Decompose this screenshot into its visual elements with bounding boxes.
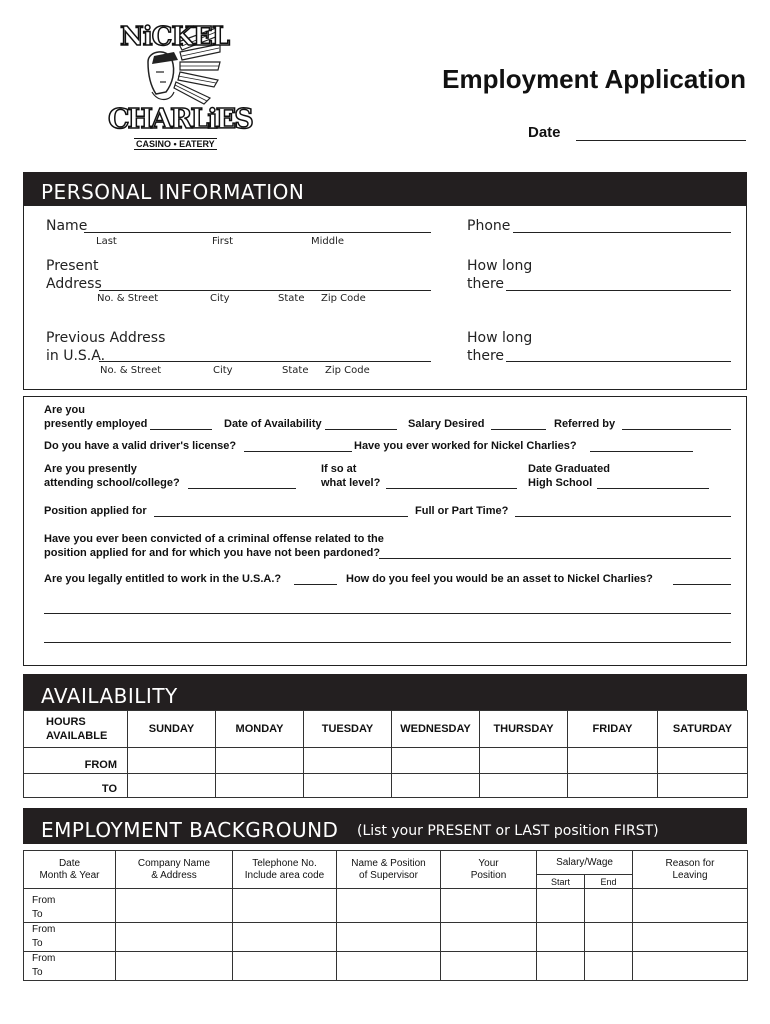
personal-info-header <box>23 172 747 205</box>
howlong-previous-field[interactable] <box>506 361 731 362</box>
day-header-tuesday: TUESDAY <box>304 711 392 748</box>
howlong-present-field[interactable] <box>506 290 731 291</box>
emp-row-2-end[interactable] <box>585 923 633 952</box>
logo-tagline: CASINO • EATERY <box>136 139 215 149</box>
day-header-wednesday: WEDNESDAY <box>392 711 480 748</box>
address-sub-zip: Zip Code <box>321 293 366 304</box>
are-you-label: Are you <box>44 404 85 416</box>
legally-field[interactable] <box>294 584 337 585</box>
address-sub-state: State <box>278 293 305 304</box>
from-thursday[interactable] <box>480 748 568 774</box>
emp-row-2-from: From <box>32 924 56 935</box>
day-header-sunday: SUNDAY <box>128 711 216 748</box>
howlong-label-1: How long <box>467 258 533 274</box>
present-address-label-1: Present <box>46 258 99 274</box>
from-monday[interactable] <box>216 748 304 774</box>
emp-row-3-to: To <box>32 967 43 978</box>
howlong-label-2: there <box>467 276 505 292</box>
convicted-field[interactable] <box>379 558 731 559</box>
emp-row-2-position[interactable] <box>441 923 537 952</box>
salary-desired-label: Salary Desired <box>408 418 485 430</box>
emp-row-2-supervisor[interactable] <box>337 923 441 952</box>
ifso-label-1: If so at <box>321 463 357 475</box>
to-thursday[interactable] <box>480 774 568 798</box>
col-position-l1: Your <box>478 857 499 869</box>
col-telephone <box>233 851 337 889</box>
present-address-field[interactable] <box>99 290 431 291</box>
date-field[interactable] <box>576 140 746 141</box>
previous-address-label-1: Previous Address <box>46 330 166 346</box>
grad-label-1: Date Graduated <box>528 463 610 475</box>
emp-row-1-phone[interactable] <box>233 889 337 923</box>
col-salary-end: End <box>585 875 633 889</box>
attending-label-2: attending school/college? <box>44 477 180 489</box>
address-sub-street: No. & Street <box>97 293 159 304</box>
legally-label: Are you legally entitled to work in the U.S.A.? <box>44 573 282 585</box>
from-sunday[interactable] <box>128 748 216 774</box>
prev-sub-state: State <box>282 365 309 376</box>
referred-by-label: Referred by <box>554 418 616 430</box>
emp-row-3-start[interactable] <box>537 952 585 981</box>
level-field[interactable] <box>386 488 517 489</box>
prev-sub-street: No. & Street <box>100 365 162 376</box>
name-sub-first: First <box>212 236 234 247</box>
previous-address-label-2: in U.S.A. <box>46 348 106 364</box>
convicted-label-1: Have you ever been convicted of a criminal offense related to the <box>44 533 384 545</box>
availability-table <box>23 710 748 798</box>
emp-row-3-supervisor[interactable] <box>337 952 441 981</box>
col-supervisor-l2: of Supervisor <box>359 869 418 881</box>
col-reason <box>633 851 748 889</box>
emp-row-3-reason[interactable] <box>633 952 748 981</box>
convicted-label-2: position applied for and for which you have not been pardoned? <box>44 547 381 559</box>
from-saturday[interactable] <box>658 748 748 774</box>
employment-subtitle: (List your PRESENT or LAST position FIRST) <box>357 823 659 839</box>
howlong-prev-label-2: there <box>467 348 505 364</box>
presently-employed-label: presently employed <box>44 418 148 430</box>
col-position-l2: Position <box>470 869 507 881</box>
col-telephone-l2: Include area code <box>244 869 325 881</box>
col-date-l1: Date <box>58 857 81 869</box>
emp-row-3-from: From <box>32 953 56 964</box>
presently-employed-field[interactable] <box>150 429 212 430</box>
questions-box <box>23 396 747 666</box>
col-supervisor <box>337 851 441 889</box>
worked-nickel-label: Have you ever worked for Nickel Charlies? <box>354 440 577 452</box>
asset-field-inline[interactable] <box>673 584 731 585</box>
to-label: TO <box>24 774 128 798</box>
page-title: Employment Application <box>442 64 746 94</box>
logo-text-charlies: CHARLiES <box>108 104 252 135</box>
to-saturday[interactable] <box>658 774 748 798</box>
drivers-license-label: Do you have a valid driver's license? <box>44 440 237 452</box>
logo-text-nickel: NiCKEL <box>120 22 230 52</box>
emp-row-2-start[interactable] <box>537 923 585 952</box>
grad-field[interactable] <box>597 488 709 489</box>
personal-info-title: PERSONAL INFORMATION <box>41 180 305 204</box>
from-friday[interactable] <box>568 748 658 774</box>
available-label: AVAILABLE <box>46 730 108 742</box>
emp-row-1-supervisor[interactable] <box>337 889 441 923</box>
emp-row-2-phone[interactable] <box>233 923 337 952</box>
emp-row-1-reason[interactable] <box>633 889 748 923</box>
asset-label: How do you feel you would be an asset to Nickel Charlies? <box>346 573 653 585</box>
from-label: FROM <box>24 748 128 774</box>
col-company-l2: & Address <box>151 869 197 881</box>
phone-field[interactable] <box>513 232 731 233</box>
availability-title: AVAILABILITY <box>41 684 178 708</box>
emp-row-1-from: From <box>32 895 56 906</box>
emp-row-1-company[interactable] <box>116 889 233 923</box>
position-applied-label: Position applied for <box>44 505 147 517</box>
attending-label-1: Are you presently <box>44 463 137 475</box>
employment-title: EMPLOYMENT BACKGROUND <box>41 818 339 842</box>
asset-field-line-2[interactable] <box>44 642 731 643</box>
emp-row-2-date[interactable] <box>24 923 116 952</box>
date-availability-field[interactable] <box>325 429 397 430</box>
prev-sub-zip: Zip Code <box>325 365 370 376</box>
howlong-prev-label-1: How long <box>467 330 533 346</box>
position-applied-field[interactable] <box>154 516 408 517</box>
emp-row-3-date[interactable] <box>24 952 116 981</box>
phone-label: Phone <box>467 218 511 234</box>
name-sub-middle: Middle <box>311 236 345 247</box>
col-telephone-l1: Telephone No. <box>252 857 317 869</box>
emp-row-3-company[interactable] <box>116 952 233 981</box>
present-address-label-2: Address <box>46 276 102 292</box>
emp-row-2-company[interactable] <box>116 923 233 952</box>
full-part-field[interactable] <box>515 516 731 517</box>
col-salary: Salary/Wage <box>537 851 633 875</box>
col-reason-l2: Leaving <box>672 869 708 881</box>
hours-label: HOURS <box>46 716 86 728</box>
col-salary-start: Start <box>537 875 585 889</box>
hours-available-header <box>24 711 128 748</box>
col-position <box>441 851 537 889</box>
referred-by-field[interactable] <box>622 429 731 430</box>
salary-desired-field[interactable] <box>491 429 546 430</box>
day-header-thursday: THURSDAY <box>480 711 568 748</box>
col-reason-l1: Reason for <box>665 857 715 869</box>
emp-row-1-position[interactable] <box>441 889 537 923</box>
name-label: Name <box>46 218 88 234</box>
attending-field[interactable] <box>188 488 296 489</box>
to-wednesday[interactable] <box>392 774 480 798</box>
emp-row-2-reason[interactable] <box>633 923 748 952</box>
to-monday[interactable] <box>216 774 304 798</box>
date-label: Date <box>528 124 561 141</box>
address-sub-city: City <box>210 293 230 304</box>
to-tuesday[interactable] <box>304 774 392 798</box>
availability-header <box>23 674 747 710</box>
to-friday[interactable] <box>568 774 658 798</box>
emp-row-1-end[interactable] <box>585 889 633 923</box>
previous-address-field[interactable] <box>99 361 431 362</box>
name-field[interactable] <box>84 232 431 233</box>
col-company-l1: Company Name <box>137 857 211 869</box>
col-supervisor-l1: Name & Position <box>351 857 426 869</box>
col-date-l2: Month & Year <box>39 869 100 881</box>
emp-row-1-start[interactable] <box>537 889 585 923</box>
full-part-label: Full or Part Time? <box>415 505 509 517</box>
worked-nickel-field[interactable] <box>590 451 693 452</box>
name-sub-last: Last <box>96 236 117 247</box>
drivers-license-field[interactable] <box>244 451 352 452</box>
emp-row-2-to: To <box>32 938 43 949</box>
day-header-monday: MONDAY <box>216 711 304 748</box>
col-company <box>116 851 233 889</box>
emp-row-3-end[interactable] <box>585 952 633 981</box>
asset-field-line-1[interactable] <box>44 613 731 614</box>
emp-row-1-date[interactable] <box>24 889 116 923</box>
from-wednesday[interactable] <box>392 748 480 774</box>
day-header-saturday: SATURDAY <box>658 711 748 748</box>
date-availability-label: Date of Availability <box>224 418 322 430</box>
employment-header <box>23 808 747 844</box>
employment-table <box>23 850 748 981</box>
prev-sub-city: City <box>213 365 233 376</box>
to-sunday[interactable] <box>128 774 216 798</box>
emp-row-3-position[interactable] <box>441 952 537 981</box>
grad-label-2: High School <box>528 477 593 489</box>
emp-row-1-to: To <box>32 909 43 920</box>
from-tuesday[interactable] <box>304 748 392 774</box>
day-header-friday: FRIDAY <box>568 711 658 748</box>
nickel-charlies-logo <box>108 22 252 154</box>
col-date <box>24 851 116 889</box>
emp-row-3-phone[interactable] <box>233 952 337 981</box>
ifso-label-2: what level? <box>321 477 381 489</box>
